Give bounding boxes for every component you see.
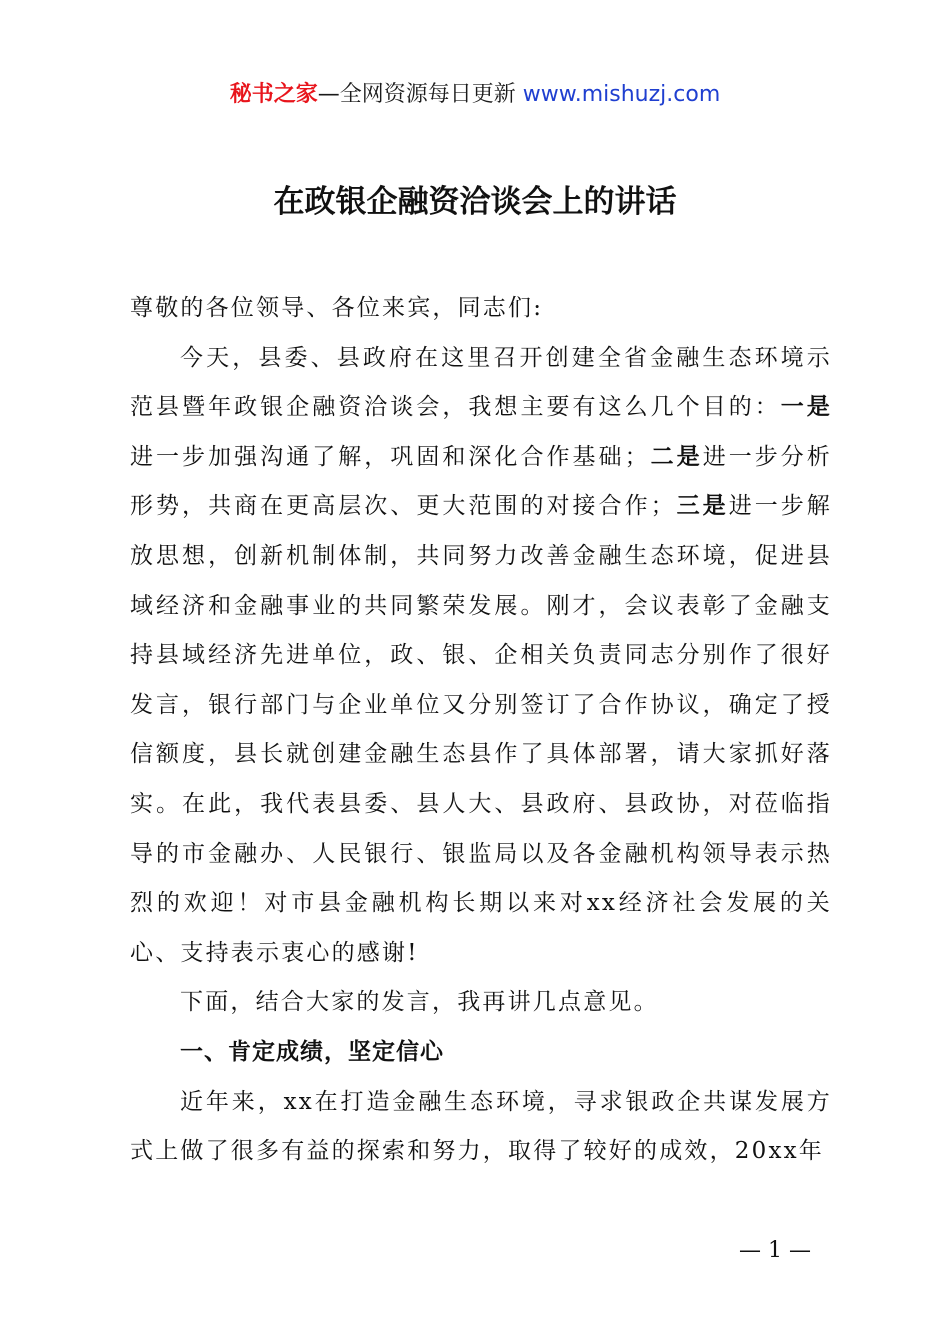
page-number: — 1 — bbox=[739, 1238, 811, 1263]
document-title: 在政银企融资洽谈会上的讲话 bbox=[273, 184, 677, 220]
document-body bbox=[130, 284, 832, 1177]
section-heading-1: 一、肯定成绩，坚定信心 bbox=[180, 1038, 444, 1065]
header-brand: 秘书之家 bbox=[229, 82, 318, 107]
paragraph-1-text-c: 进一步加强沟通了解，巩固和深化合作基础； bbox=[130, 443, 650, 470]
site-header bbox=[0, 80, 950, 110]
emphasis-first: 一是 bbox=[780, 394, 832, 421]
paragraph-1-text-d: 进一步分析形势，共商在更高层次、更大范围的对接合作； bbox=[130, 443, 833, 520]
paragraph-1-text-e: 进一步解放思想，创新机制体制，共同努力改善金融生态环境，促进县域经济和金融事业的共同繁荣发展。刚才，会议表彰了金融支持县域经济先进单位，政、银、企相关负责同志分别作了很好发言，银行部门与企业单位又分别签订了合作协议，确定了授信额度，县长就创建金融生态县作了具体部署，请大家抓好落实。在此，我代表县委、县人大、县政府、县政协，对莅临指导的市金融办、人民银行、银监局以及各金融机构领导表示热烈的欢迎！对市县金融机构长期以来对xx经济社会发展的关心、支持表示衷心的感谢! bbox=[130, 493, 832, 966]
paragraph-1-text-a: 今天，县委、县政府在这里召开创建全省金融生态环境示范县暨年政银企融资洽谈会，我想主要有这么几个目的： bbox=[130, 344, 832, 421]
paragraph-1 bbox=[130, 334, 832, 979]
header-tagline: —全网资源每日更新 bbox=[317, 82, 523, 107]
emphasis-second: 二是 bbox=[649, 443, 703, 470]
paragraph-2: 下面，结合大家的发言，我再讲几点意见。 bbox=[180, 989, 659, 1016]
paragraph-3: 近年来，xx在打造金融生态环境，寻求银政企共谋发展方式上做了很多有益的探索和努力，取得了较好的成效，20xx年 bbox=[130, 1088, 832, 1165]
emphasis-third: 三是 bbox=[675, 493, 729, 520]
salutation: 尊敬的各位领导、各位来宾，同志们: bbox=[130, 295, 544, 321]
header-url: www.mishuzj.com bbox=[522, 82, 721, 107]
